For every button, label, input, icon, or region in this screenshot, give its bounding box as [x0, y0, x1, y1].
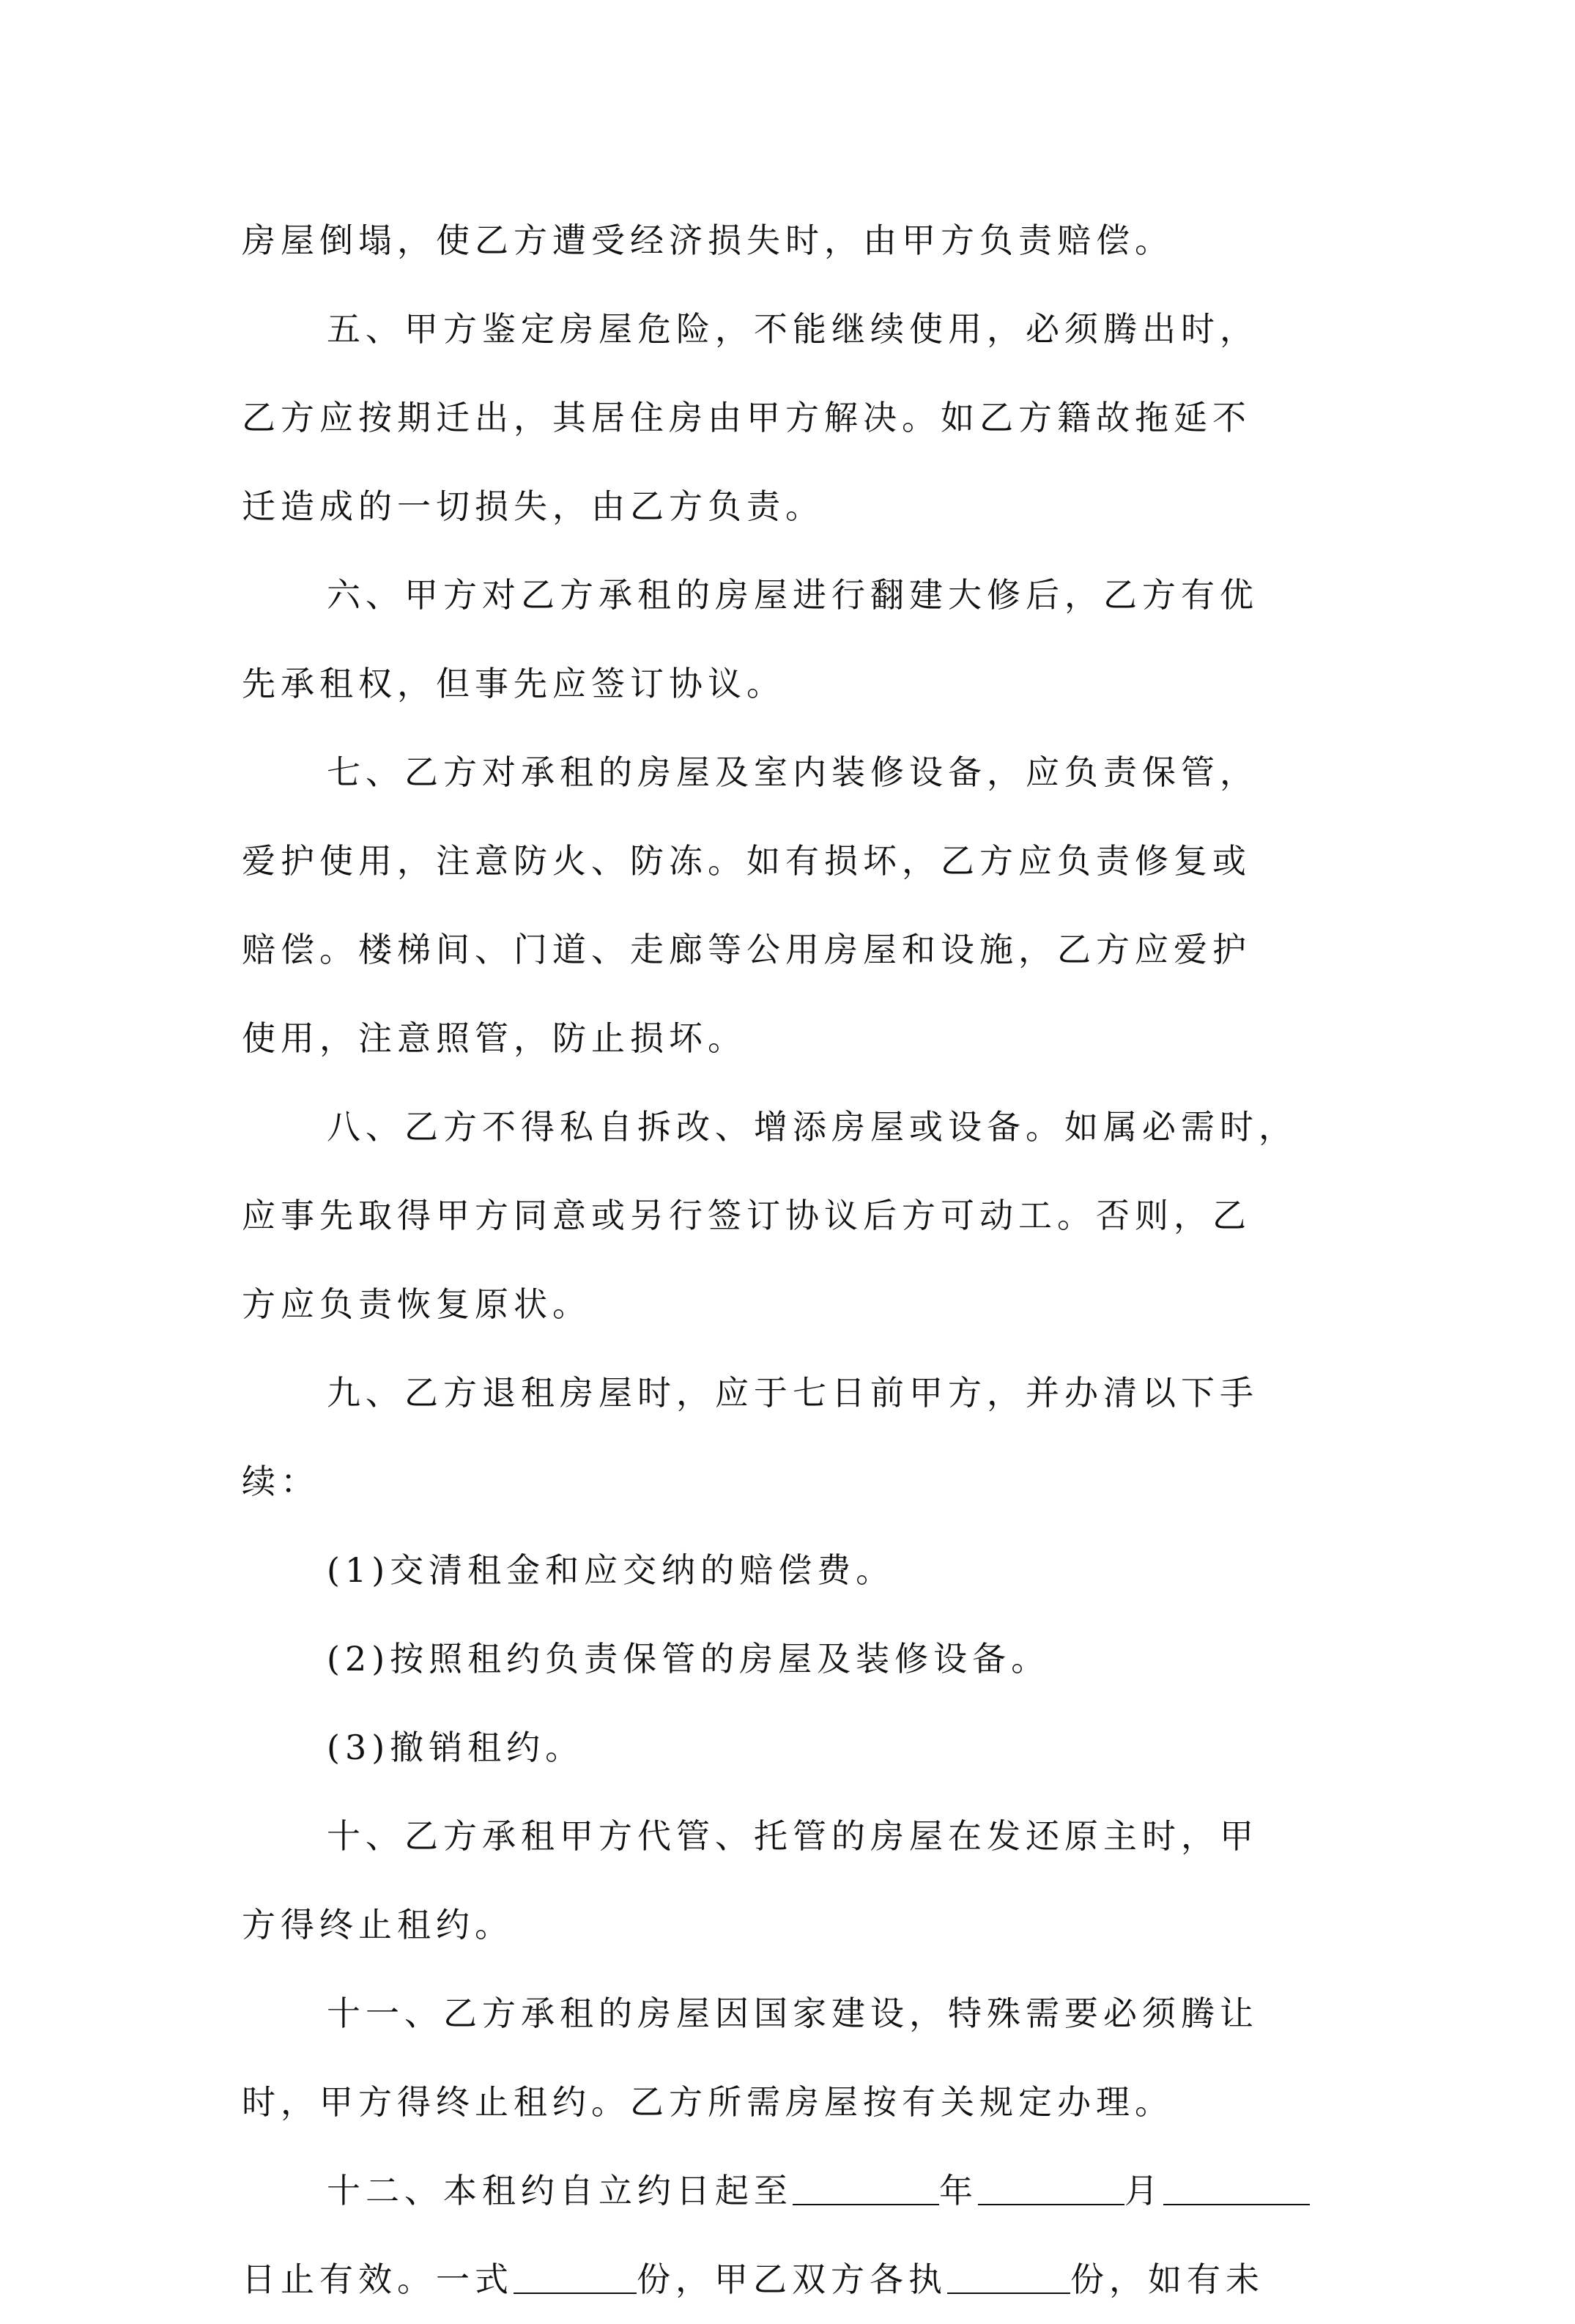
- clause-12-line: [242, 2147, 1341, 2235]
- paragraph-line: 方得终止租约。: [242, 1905, 514, 1944]
- each-party-copies-blank[interactable]: [947, 2263, 1070, 2294]
- paragraph-line: 方应负责恢复原状。: [242, 1284, 591, 1324]
- paragraph-line: 爱护使用，注意防火、防冻。如有损坏，乙方应负责修复或: [242, 841, 1251, 881]
- month-label: 月: [1124, 2171, 1163, 2210]
- month-blank[interactable]: [978, 2175, 1124, 2205]
- clause-7-line: 七、乙方对承租的房屋及室内装修设备，应负责保管，: [327, 752, 1259, 792]
- clause-8-line: 八、乙方不得私自拆改、增添房屋或设备。如属必需时，: [327, 1107, 1297, 1147]
- clause-12-prefix: 十二、本租约自立约日起至: [327, 2171, 793, 2210]
- list-item-3: (3)撤销租约。: [327, 1728, 585, 1767]
- clause-11-line: 十一、乙方承租的房屋因国家建设，特殊需要必须腾让: [327, 1994, 1259, 2033]
- clause-10-line: 十、乙方承租甲方代管、托管的房屋在发还原主时，甲: [327, 1816, 1259, 1856]
- paragraph-line: 使用，注意照管，防止损坏。: [242, 1018, 746, 1058]
- paragraph-line: 乙方应按期迁出，其居住房由甲方解决。如乙方籍故拖延不: [242, 398, 1251, 437]
- copies-line: [242, 2235, 1341, 2324]
- paragraph-line: 赔偿。楼梯间、门道、走廊等公用房屋和设施，乙方应爱护: [242, 930, 1251, 969]
- year-blank[interactable]: [793, 2175, 939, 2205]
- clause-6-line: 六、甲方对乙方承租的房屋进行翻建大修后，乙方有优: [327, 575, 1259, 615]
- paragraph-line: 房屋倒塌，使乙方遭受经济损失时，由甲方负责赔偿。: [242, 221, 1174, 260]
- day-blank[interactable]: [1163, 2175, 1310, 2205]
- copies-text-3: 份，如有未: [1070, 2260, 1264, 2299]
- year-label: 年: [939, 2171, 978, 2210]
- list-item-1: (1)交清租金和应交纳的赔偿费。: [327, 1550, 895, 1590]
- paragraph-line: 应事先取得甲方同意或另行签订协议后方可动工。否则，乙: [242, 1196, 1251, 1235]
- paragraph-line: 迁造成的一切损失，由乙方负责。: [242, 486, 824, 526]
- clause-9-line: 九、乙方退租房屋时，应于七日前甲方，并办清以下手: [327, 1373, 1259, 1413]
- copies-text-2: 份，甲乙双方各执: [637, 2260, 947, 2299]
- list-item-2: (2)按照租约负责保管的房屋及装修设备。: [327, 1639, 1050, 1679]
- paragraph-line: 时，甲方得终止租约。乙方所需房屋按有关规定办理。: [242, 2082, 1174, 2122]
- document-body: [242, 196, 1341, 2324]
- total-copies-blank[interactable]: [514, 2263, 637, 2294]
- paragraph-line: 先承租权，但事先应签订协议。: [242, 664, 785, 703]
- copies-text-1: 日止有效。一式: [242, 2260, 514, 2299]
- clause-5-line: 五、甲方鉴定房屋危险，不能继续使用，必须腾出时，: [327, 309, 1259, 349]
- paragraph-line: 续：: [242, 1462, 319, 1501]
